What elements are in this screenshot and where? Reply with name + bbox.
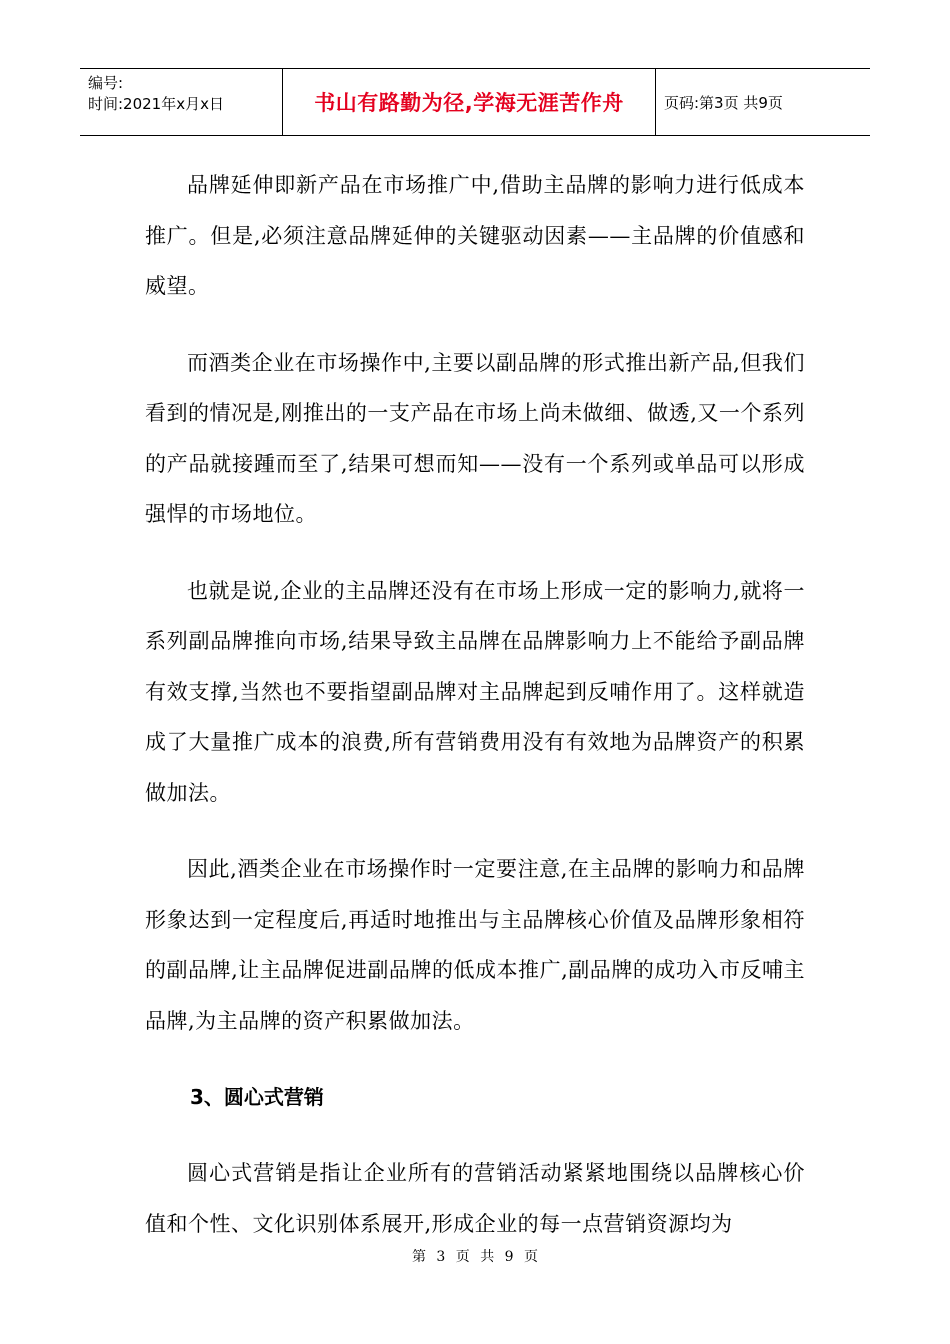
- motto-text: 书山有路勤为径,学海无涯苦作舟: [314, 91, 624, 115]
- header-page-code: [656, 69, 870, 135]
- time-label: 时间:2021年x月x日: [88, 95, 224, 113]
- section-heading: 3、圆心式营销: [190, 1085, 324, 1109]
- paragraph: 也就是说,企业的主品牌还没有在市场上形成一定的影响力,就将一系列副品牌推向市场,结果导致主品牌在品牌影响力上不能给予副品牌有效支撑,当然也不要指望副品牌对主品牌起到反哺作用了。这样就造成了大量推广成本的浪费,所有营销费用没有有效地为品牌资产的积累做加法。: [145, 578, 805, 805]
- doc-number-label: 编号:: [88, 74, 124, 92]
- page-footer: 第 3 页 共 9 页: [411, 1249, 539, 1265]
- page-header: [80, 68, 870, 136]
- paragraph: 而酒类企业在市场操作中,主要以副品牌的形式推出新产品,但我们看到的情况是,刚推出的一支产品在市场上尚未做细、做透,又一个系列的产品就接踵而至了,结果可想而知——没有一个系列或单品可以形成强悍的市场地位。: [145, 350, 805, 526]
- header-motto-cell: [282, 69, 656, 135]
- paragraph: 因此,酒类企业在市场操作时一定要注意,在主品牌的影响力和品牌形象达到一定程度后,再适时地推出与主品牌核心价值及品牌形象相符的副品牌,让主品牌促进副品牌的低成本推广,副品牌的成功入市反哺主品牌,为主品牌的资产积累做加法。: [145, 857, 805, 1033]
- page-code-text: 页码:第3页 共9页: [664, 93, 783, 112]
- paragraph: 圆心式营销是指让企业所有的营销活动紧紧地围绕以品牌核心价值和个性、文化识别体系展开,形成企业的每一点营销资源均为: [145, 1161, 805, 1236]
- header-meta: [80, 69, 282, 135]
- document-body: [145, 160, 805, 1275]
- paragraph: 品牌延伸即新产品在市场推广中,借助主品牌的影响力进行低成本推广。但是,必须注意品牌延伸的关键驱动因素——主品牌的价值感和威望。: [145, 173, 805, 298]
